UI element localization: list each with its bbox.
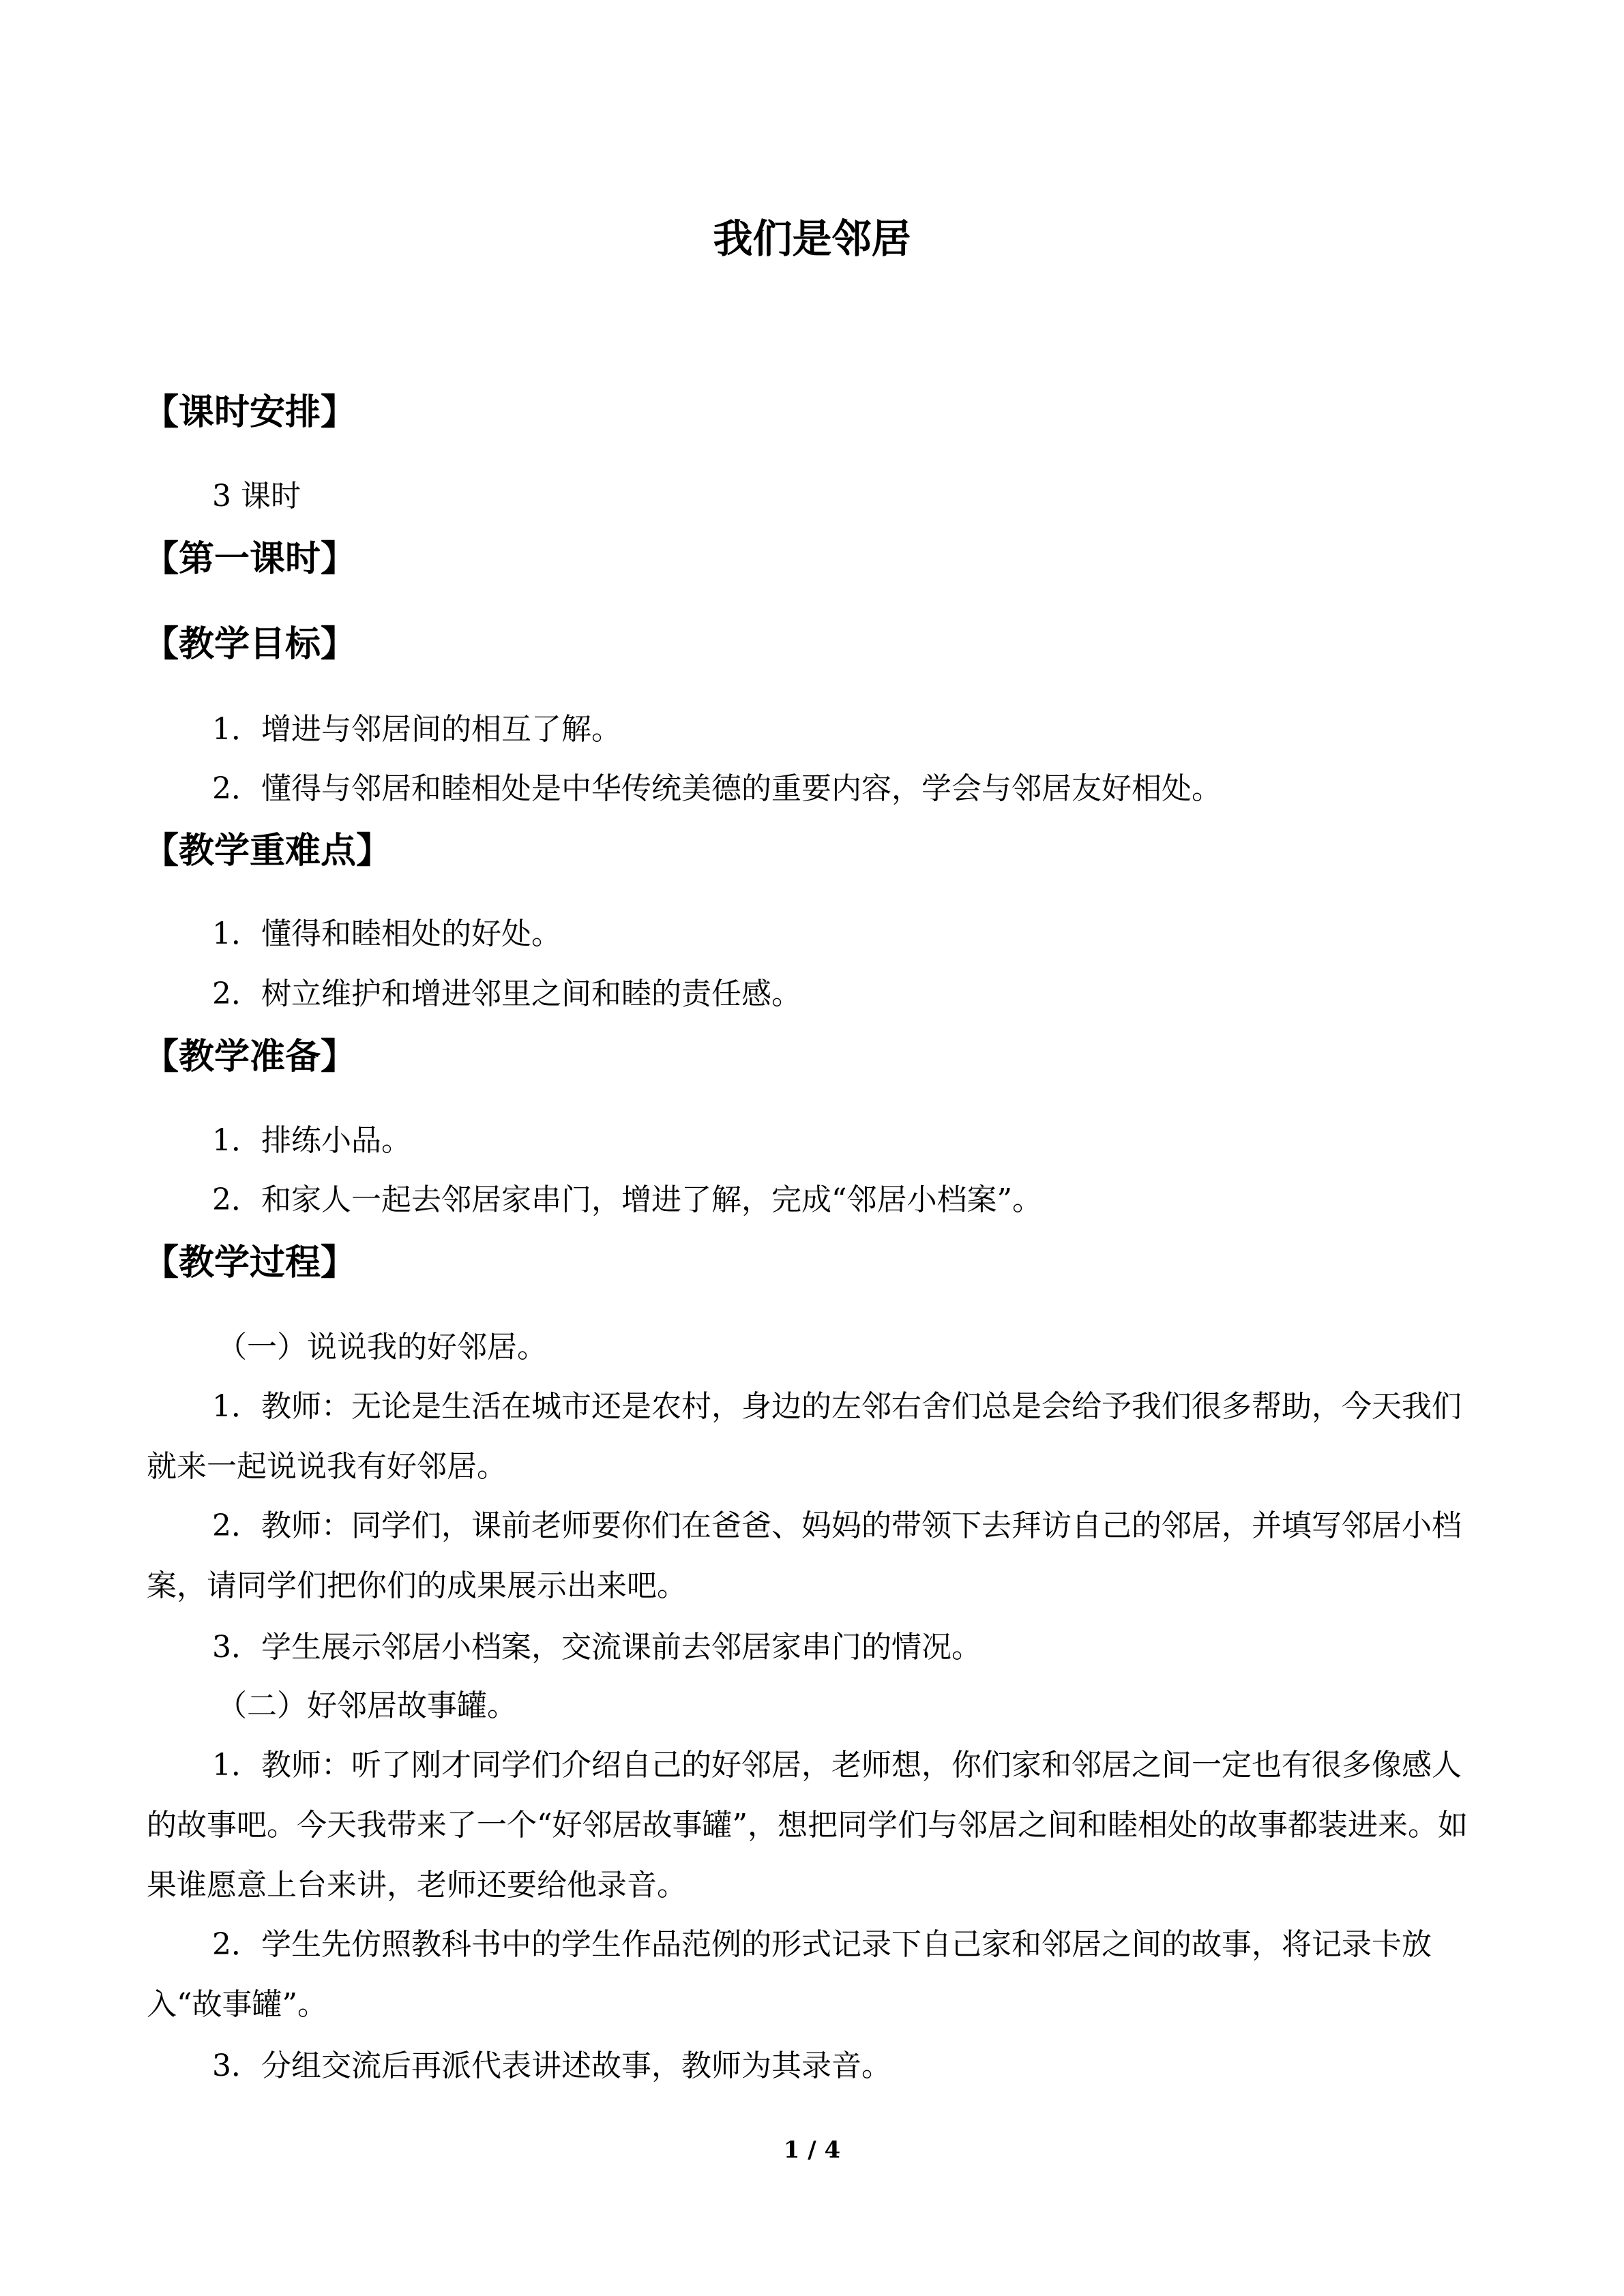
process-paragraph: 1．教师：听了刚才同学们介绍自己的好邻居，老师想，你们家和邻居之间一定也有很多像感人的故事吧。今天我带来了一个“好邻居故事罐”，想把同学们与邻居之间和睦相处的故事都装进来。如果谁愿意上台来讲，老师还要给他录音。	[147, 1748, 1468, 1903]
page-number: 1 / 4	[783, 2136, 841, 2164]
section-title: （二）好邻居故事罐。	[217, 1688, 517, 1723]
schedule-text: 3 课时	[212, 479, 301, 513]
preparation-item: 2．和家人一起去邻居家串门，增进了解，完成“邻居小档案”。	[212, 1182, 1042, 1217]
process-paragraph: 2．学生先仿照教科书中的学生作品范例的形式记录下自己家和邻居之间的故事，将记录卡放入“故事罐”。	[147, 1927, 1432, 2022]
heading-key-points: 【教学重难点】	[143, 831, 392, 871]
key-point-item: 2．树立维护和增进邻里之间和睦的责任感。	[212, 976, 801, 1011]
heading-process: 【教学过程】	[143, 1242, 357, 1283]
heading-objectives: 【教学目标】	[143, 624, 357, 665]
objective-item: 2．懂得与邻居和睦相处是中华传统美德的重要内容，学会与邻居友好相处。	[212, 771, 1222, 806]
preparation-item: 1．排练小品。	[212, 1123, 411, 1158]
heading-schedule: 【课时安排】	[143, 392, 357, 433]
process-paragraph: 3．学生展示邻居小档案，交流课前去邻居家串门的情况。	[212, 1630, 981, 1665]
process-paragraph: 1．教师：无论是生活在城市还是农村，身边的左邻右舍们总是会给予我们很多帮助，今天我们就来一起说说我有好邻居。	[147, 1389, 1462, 1484]
key-point-item: 1．懂得和睦相处的好处。	[212, 916, 561, 951]
process-paragraph: 2．教师：同学们，课前老师要你们在爸爸、妈妈的带领下去拜访自己的邻居，并填写邻居小档案，请同学们把你们的成果展示出来吧。	[147, 1508, 1462, 1603]
heading-preparation: 【教学准备】	[143, 1037, 357, 1077]
section-title: （一）说说我的好邻居。	[217, 1330, 547, 1365]
objective-item: 1．增进与邻居间的相互了解。	[212, 712, 621, 747]
heading-first-lesson: 【第一课时】	[143, 539, 357, 580]
document-title: 我们是邻居	[713, 215, 911, 262]
process-paragraph: 3．分组交流后再派代表讲述故事，教师为其录音。	[212, 2048, 891, 2083]
